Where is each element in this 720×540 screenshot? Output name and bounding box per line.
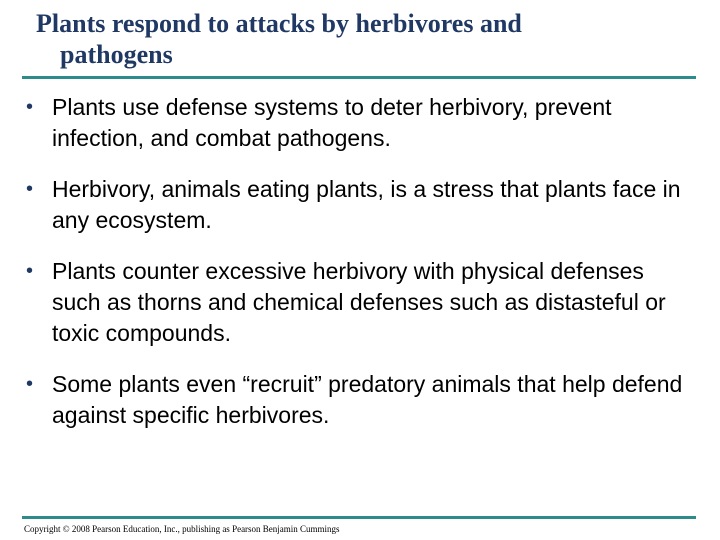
footer-divider (22, 516, 696, 519)
bullet-marker: • (26, 260, 34, 282)
bullet-item (24, 256, 694, 349)
bullet-item (24, 369, 694, 431)
slide-title-line-1: Plants respond to attacks by herbivores and (36, 9, 522, 38)
bullet-list (24, 92, 694, 451)
bullet-marker: • (26, 178, 34, 200)
bullet-item (24, 92, 694, 154)
bullet-text: Herbivory, animals eating plants, is a stress that plants face in any ecosystem. (52, 176, 681, 233)
title-divider (22, 76, 696, 79)
copyright-notice: Copyright © 2008 Pearson Education, Inc., publishing as Pearson Benjamin Cummings (24, 524, 340, 534)
bullet-marker: • (26, 96, 34, 118)
bullet-marker: • (26, 373, 34, 395)
bullet-text: Plants counter excessive herbivory with physical defenses such as thorns and chemical defenses such as distasteful or toxic compounds. (52, 258, 666, 346)
bullet-text: Some plants even “recruit” predatory animals that help defend against specific herbivores. (52, 371, 683, 428)
slide-title (36, 8, 676, 70)
bullet-text: Plants use defense systems to deter herbivory, prevent infection, and combat pathogens. (52, 94, 612, 151)
bullet-item (24, 174, 694, 236)
slide-title-line-2: pathogens (60, 40, 173, 69)
